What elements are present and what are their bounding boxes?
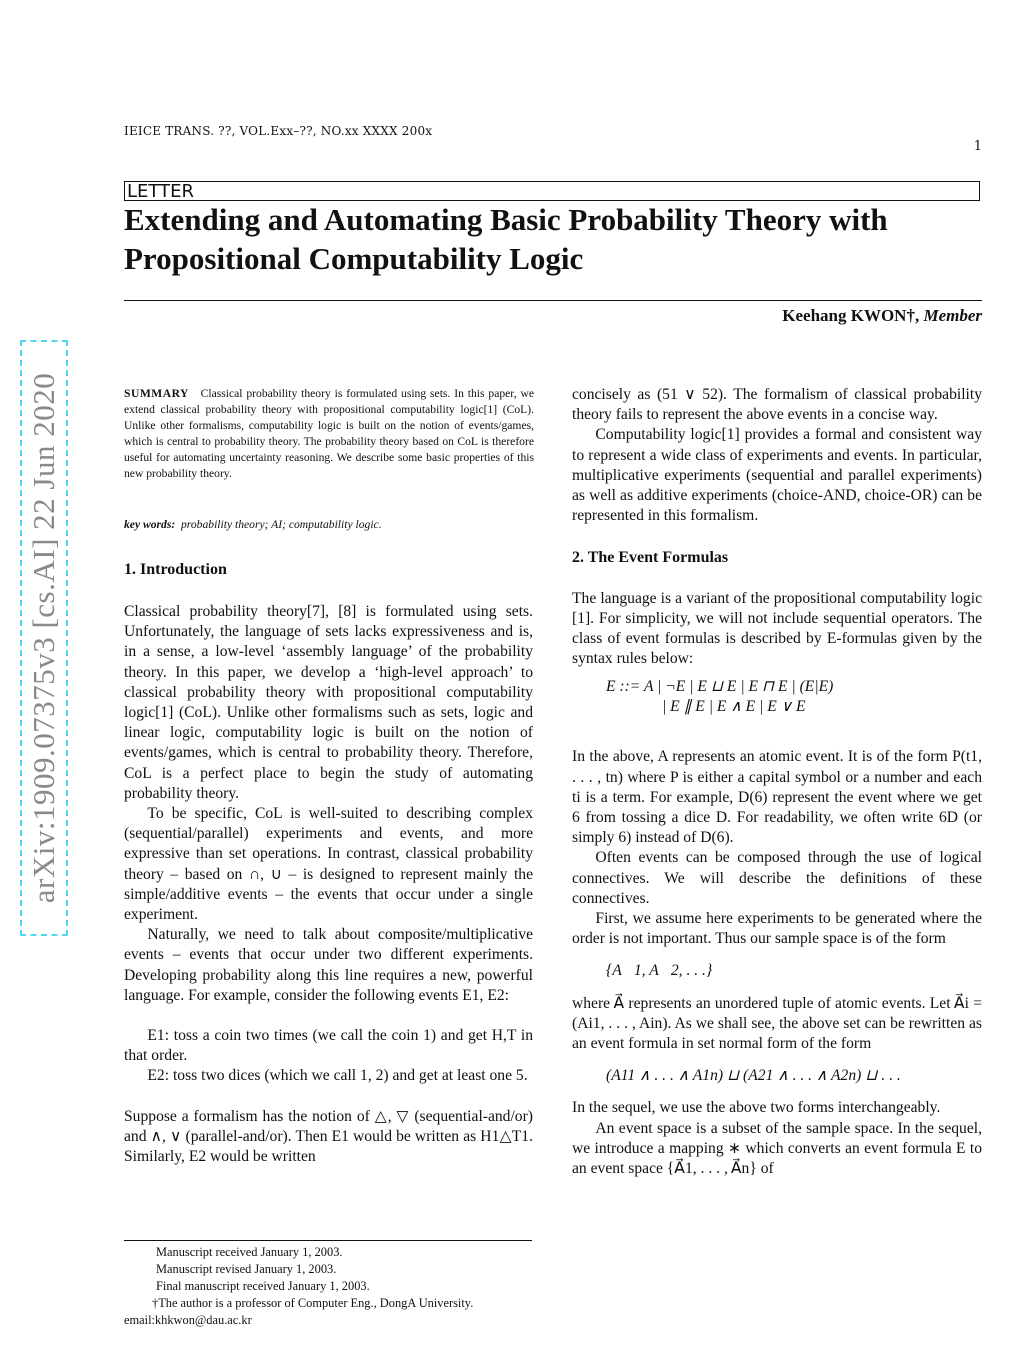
syntax-rules — [606, 677, 982, 717]
footnote-received: Manuscript received January 1, 2003. — [156, 1245, 343, 1259]
keywords-text: probability theory; AI; computability logic. — [181, 518, 382, 531]
author-name: Keehang KWON†, — [782, 306, 920, 325]
section-2-paragraph-5: where A⃗ represents an unordered tuple of atomic events. Let A⃗i = (Ai1, . . . , Ain). As we shall see, the above set can be rewritten as an event formula in set normal form of the form — [572, 994, 982, 1053]
left-column — [124, 602, 533, 1167]
section-1-heading: 1. Introduction — [124, 561, 227, 578]
syntax-line-1: E ::= A | ¬E | E ⊔ E | E ⊓ E | (E|E) — [606, 678, 834, 696]
abstract — [124, 386, 534, 482]
section-2-paragraph-4: First, we assume here experiments to be generated where the order is not important. Thus our sample space is of the form — [572, 910, 982, 948]
intro-paragraph-1: Classical probability theory[7], [8] is formulated using sets. Unfortunately, the language of sets lacks expressiveness and is, in a sense, a low-level ‘assembly language’ of the probability theory. In this paper, we develop a ‘high-level approach’ to classical probability theory with propositional computability logic[1] (CoL). Unlike other formalisms such as sets, logic and linear logic, computability logic is built on the notion of events/games, which is central to probability theory. Therefore, CoL is a perfect place to begin the study of automating probability theory. — [124, 603, 533, 802]
footnote-revised: Manuscript revised January 1, 2003. — [156, 1262, 337, 1276]
page-number: 1 — [973, 139, 982, 154]
summary-text: Classical probability theory is formulated using sets. In this paper, we extend classical probability theory with propositional computability logic[1] (CoL). Unlike other formalisms, computability logic is built on the notion of events/games, which is central to probability theory. The probability theory based on CoL is therefore useful for automating uncertainty reasoning. We describe some basic properties of this new probability theory. — [124, 387, 535, 480]
arxiv-stamp-text: arXiv:1909.07375v3 [cs.AI] 22 Jun 2020 — [26, 372, 61, 904]
running-head: IEICE TRANS. ??, VOL.Exx–??, NO.xx XXXX 200x — [124, 124, 433, 138]
section-2-paragraph-3: Often events can be composed through the use of logical connectives. We will describe the definitions of these connectives. — [572, 849, 982, 907]
event-e1: E1: toss a coin two times (we call the coin 1) and get H,T in that order. — [124, 1027, 533, 1065]
arxiv-stamp[interactable] — [20, 340, 68, 936]
event-e2: E2: toss two dices (which we call 1, 2) and get at least one 5. — [147, 1067, 528, 1085]
section-2-paragraph-6: In the sequel, we use the above two forms interchangeably. — [572, 1099, 941, 1117]
author-role: Member — [923, 306, 982, 325]
title-rule — [124, 300, 982, 301]
intro-paragraph-4: Suppose a formalism has the notion of △, ▽ (sequential-and/or) and ∧, ∨ (parallel-and/or). Then E1 would be written as H1△T1. Similarly, E2 would be written — [124, 1107, 533, 1166]
paper-title: Extending and Automating Basic Probability Theory with Propositional Computability Logic — [124, 202, 888, 276]
intro-paragraph-3: Naturally, we need to talk about composite/multiplicative events – events that occur under two different experiments. Developing probability along this line requires a new, powerful language. For example, consider the following events E1, E2: — [124, 926, 533, 1004]
right-paragraph-1: Computability logic[1] provides a formal and consistent way to represent a wide class of experiments and events. In particular, multiplicative experiments (sequential and parallel experiments) as well as additive experiments (choice-AND, choice-OR) can be represented in this formalism. — [572, 426, 982, 525]
set-normal-form: (A11 ∧ . . . ∧ A1n) ⊔ (A21 ∧ . . . ∧ A2n) ⊔ . . . — [606, 1067, 901, 1085]
section-2-paragraph-7: An event space is a subset of the sample space. In the sequel, we introduce a mapping ∗ which converts an event formula E to an event space {A⃗1, . . . , A⃗n} of — [572, 1119, 982, 1178]
footnote-rule — [124, 1240, 532, 1241]
section-2-paragraph-2: In the above, A represents an atomic event. It is of the form P(t1, . . . , tn) where P is either a capital symbol or a number and each ti is a term. For example, D(6) represent the event where we get 6 from tossing a dice D. For readability, we often write 6D (or simply 6) instead of D(6). — [572, 748, 982, 847]
letter-label: LETTER — [124, 181, 980, 201]
syntax-line-2: | E ∥ E | E ∧ E | E ∨ E — [662, 698, 806, 716]
keywords-label: key words: — [124, 518, 176, 531]
right-paragraph-0: concisely as (51 ∨ 52). The formalism of classical probability theory fails to represent the above events in a concise way. — [572, 386, 982, 424]
summary-label: SUMMARY — [124, 387, 189, 400]
section-2-heading: 2. The Event Formulas — [572, 549, 729, 567]
author-line — [782, 306, 982, 326]
footnote-final: Final manuscript received January 1, 2003. — [156, 1279, 370, 1293]
right-column — [572, 385, 982, 1179]
keywords — [124, 518, 534, 531]
section-2-paragraph-1: The language is a variant of the propositional computability logic [1]. For simplicity, we will not include sequential operators. The class of event formulas is described by E-formulas given by the syntax rules below: — [572, 589, 982, 668]
footnote-author: †The author is a professor of Computer Eng., DongA University. email:khkwon@dau.ac.kr — [124, 1296, 474, 1327]
sample-space-set: {A⃗1, A⃗2, . . .} — [606, 962, 713, 980]
intro-paragraph-2: To be specific, CoL is well-suited to describing complex (sequential/parallel) experiments and events, and more expressive than set operations. In contrast, classical probability theory – based on ∩, ∪ – is designed to represent mainly the simple/additive events – the events that occur under a single experiment. — [124, 805, 533, 924]
footnotes — [124, 1244, 534, 1329]
